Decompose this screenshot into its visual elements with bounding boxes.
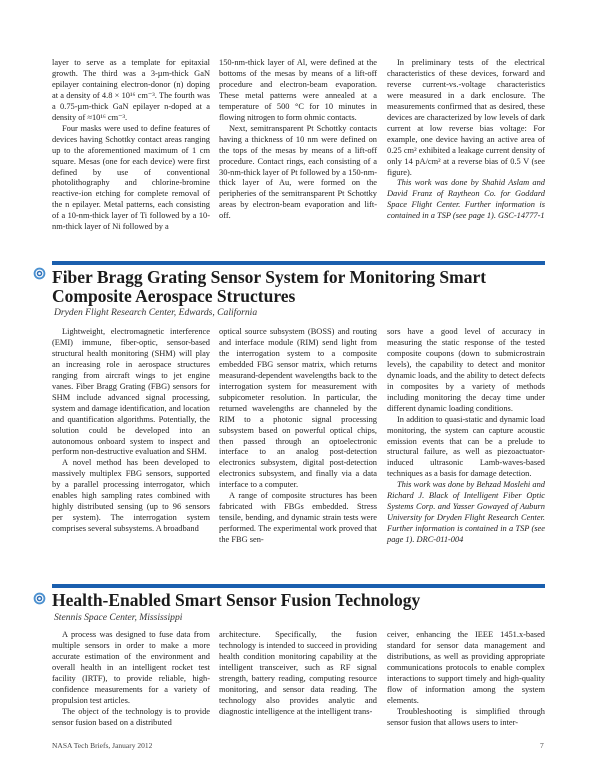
paragraph: architecture. Specifically, the fusion technology is intended to succeed in providing health condition monitoring capability at the intelligent transceiver, such as RF signal strength, battery reading, computing resource monitoring, and sensor data reading. The technology also provides analytic and diagnostic intelligence at the intelligent trans- <box>219 630 377 716</box>
article-title <box>52 268 486 306</box>
article1-column-2 <box>219 58 377 222</box>
article-location: Dryden Flight Research Center, Edwards, California <box>54 307 258 318</box>
paragraph: Next, semitransparent Pt Schottky contacts having a thickness of 10 nm were defined on the tops of the mesas by means of a lift-off procedure. Contact rings, each consisting of a 30-nm-thick layer of Pt followed by a 150-nm-thick layer of Au, were formed on the peripheries of the semitransparent Pt Schottky areas by electron-beam evaporation and lift-off. <box>219 123 377 221</box>
section-target-icon <box>33 267 46 280</box>
article2-column-3 <box>387 327 545 546</box>
paragraph: In addition to quasi-static and dynamic load monitoring, the system can capture acoustic emission events that can be a prelude to structural failure, as well as piezoactuator-induced ultrasonic Lamb-waves-based techniques as a basis for damage detection. <box>387 414 545 479</box>
paragraph: Lightweight, electromagnetic interference (EMI) immune, fiber-optic, sensor-based structural health monitoring (SHM) will play an increasing role in aerospace structures ranging from aircraft wings to jet engine vanes. Fiber Bragg Grating (FBG) sensors for SHM include advanced signal processing, system and damage identification, and location and quantification algorithms. Potentially, the solution could be developed into an autonomous onboard system to inspect and perform non-destructive evaluation and SHM. <box>52 327 210 457</box>
paragraph: layer to serve as a template for epitaxial growth. The third was a 3-µm-thick GaN epilayer containing electron-donor (n) doping at a density of 4.8 × 10¹⁶ cm⁻³. The fourth was a 0.75-µm-thick GaN epilayer n-doped at a density of ≈10¹⁶ cm⁻³. <box>52 58 210 122</box>
footer-publication: NASA Tech Briefs, January 2012 <box>52 741 153 750</box>
paragraph: Troubleshooting is simplified through sensor fusion that allows users to inter- <box>387 706 545 727</box>
article3-column-2 <box>219 630 377 718</box>
paragraph: sors have a good level of accuracy in measuring the static response of the tested composite coupons (down to submicrostrain levels), the capability to detect and monitor dynamic loads, and the ability to detect defects in composites by a variety of methods including monitoring the decay time under different dynamic loading conditions. <box>387 327 545 413</box>
paragraph: Four masks were used to define features of devices having Schottky contact areas ranging up to the aforementioned maximum of 1 cm square. Mesas (one for each device) were first defined by use of conventional photolithography and chlorine-bromine reactive-ion etching for complete removal of the n epilayer. Metal patterns, each consisting of a 10-nm-thick layer of Ti followed by a 10-nm-thick layer of Ni followed by a <box>52 123 210 232</box>
article-location: Stennis Space Center, Mississippi <box>54 612 183 623</box>
credit-paragraph: This work was done by Shahid Aslam and David Franz of Raytheon Co. for Goddard Space Flight Center. Further information is contained in a TSP (see page 1). GSC-14777-1 <box>387 178 545 221</box>
title-line-1: Fiber Bragg Grating Sensor System for Monitoring Smart <box>52 267 487 287</box>
section-rule <box>52 261 545 265</box>
paragraph: optical source subsystem (BOSS) and routing and interface module (RIM) send light from the interrogation system to a composite embedded FBG sensor matrix, which returns measurand-dependent wavelengths back to the interrogation system for measurement with subpicometer resolution. In particular, the returned wavelengths are channeled by the RIM to a photonic signal processing subsystem based on powerful optical chips, then passed through an optoelectronic interface to an analog post-detection electronics subsystem, digital post-detection electronics subsystem, and finally via a data interface to a computer. <box>219 327 377 490</box>
paragraph: A process was designed to fuse data from multiple sensors in order to make a more accurate estimation of the environment and overall health in an intelligent rocket test facility (IRTF), to provide reliable, high-confidence measurements for a variety of propulsion test articles. <box>52 630 210 705</box>
section-target-icon <box>33 592 46 605</box>
title-line-2: Composite Aerospace Structures <box>52 286 296 306</box>
article1-column-1 <box>52 58 210 233</box>
credit-paragraph: This work was done by Behzad Moslehi and Richard J. Black of Intelligent Fiber Optic Systems Corp. and Yasser Gowayed of Auburn University for Dryden Flight Research Center. Further information is contained in a TSP (see page 1). DRC-011-004 <box>387 480 545 545</box>
page-number: 7 <box>540 741 544 750</box>
section-rule <box>52 584 545 588</box>
article3-column-3 <box>387 630 545 729</box>
paragraph: A novel method has been developed to massively multiplex FBG sensors, supported by a parallel processing interrogator, which enables high sampling rates combined with highly distributed sensing (up to 96 sensors per system). The interrogation system comprises several subsystems. A broadband <box>52 458 210 534</box>
paragraph: ceiver, enhancing the IEEE 1451.x-based standard for sensor data management and distributions, as well as providing appropriate communications protocols to enable complex interactions to support timely and high-quality flow of information among the system elements. <box>387 630 545 705</box>
article2-column-2 <box>219 327 377 546</box>
paragraph: In preliminary tests of the electrical characteristics of these devices, forward and reverse current-vs.-voltage characteristics were measured in a dark enclosure. The measurements confirmed that as desired, these devices are characterized by low levels of dark current at low reverse bias voltage: For example, one device having an active area of 0.25 cm² exhibited a leakage current density of only 14 pA/cm² at a reverse bias of 0.5 V (see figure). <box>387 58 545 177</box>
article1-column-3 <box>387 58 545 222</box>
article-title: Health-Enabled Smart Sensor Fusion Technology <box>52 590 421 610</box>
article3-column-1 <box>52 630 210 729</box>
paragraph: A range of composite structures has been fabricated with FBGs embedded. Stress tensile, bending, and dynamic strain tests were performed. The experimental work proved that the FBG sen- <box>219 491 377 545</box>
article2-column-1 <box>52 327 210 535</box>
paragraph: 150-nm-thick layer of Al, were defined at the bottoms of the mesas by means of a lift-off procedure and electron-beam evaporation. These metal patterns were annealed at a temperature of 500 °C for 10 minutes in flowing nitrogen to form ohmic contacts. <box>219 58 377 122</box>
paragraph: The object of the technology is to provide sensor fusion based on a distributed <box>52 706 210 727</box>
